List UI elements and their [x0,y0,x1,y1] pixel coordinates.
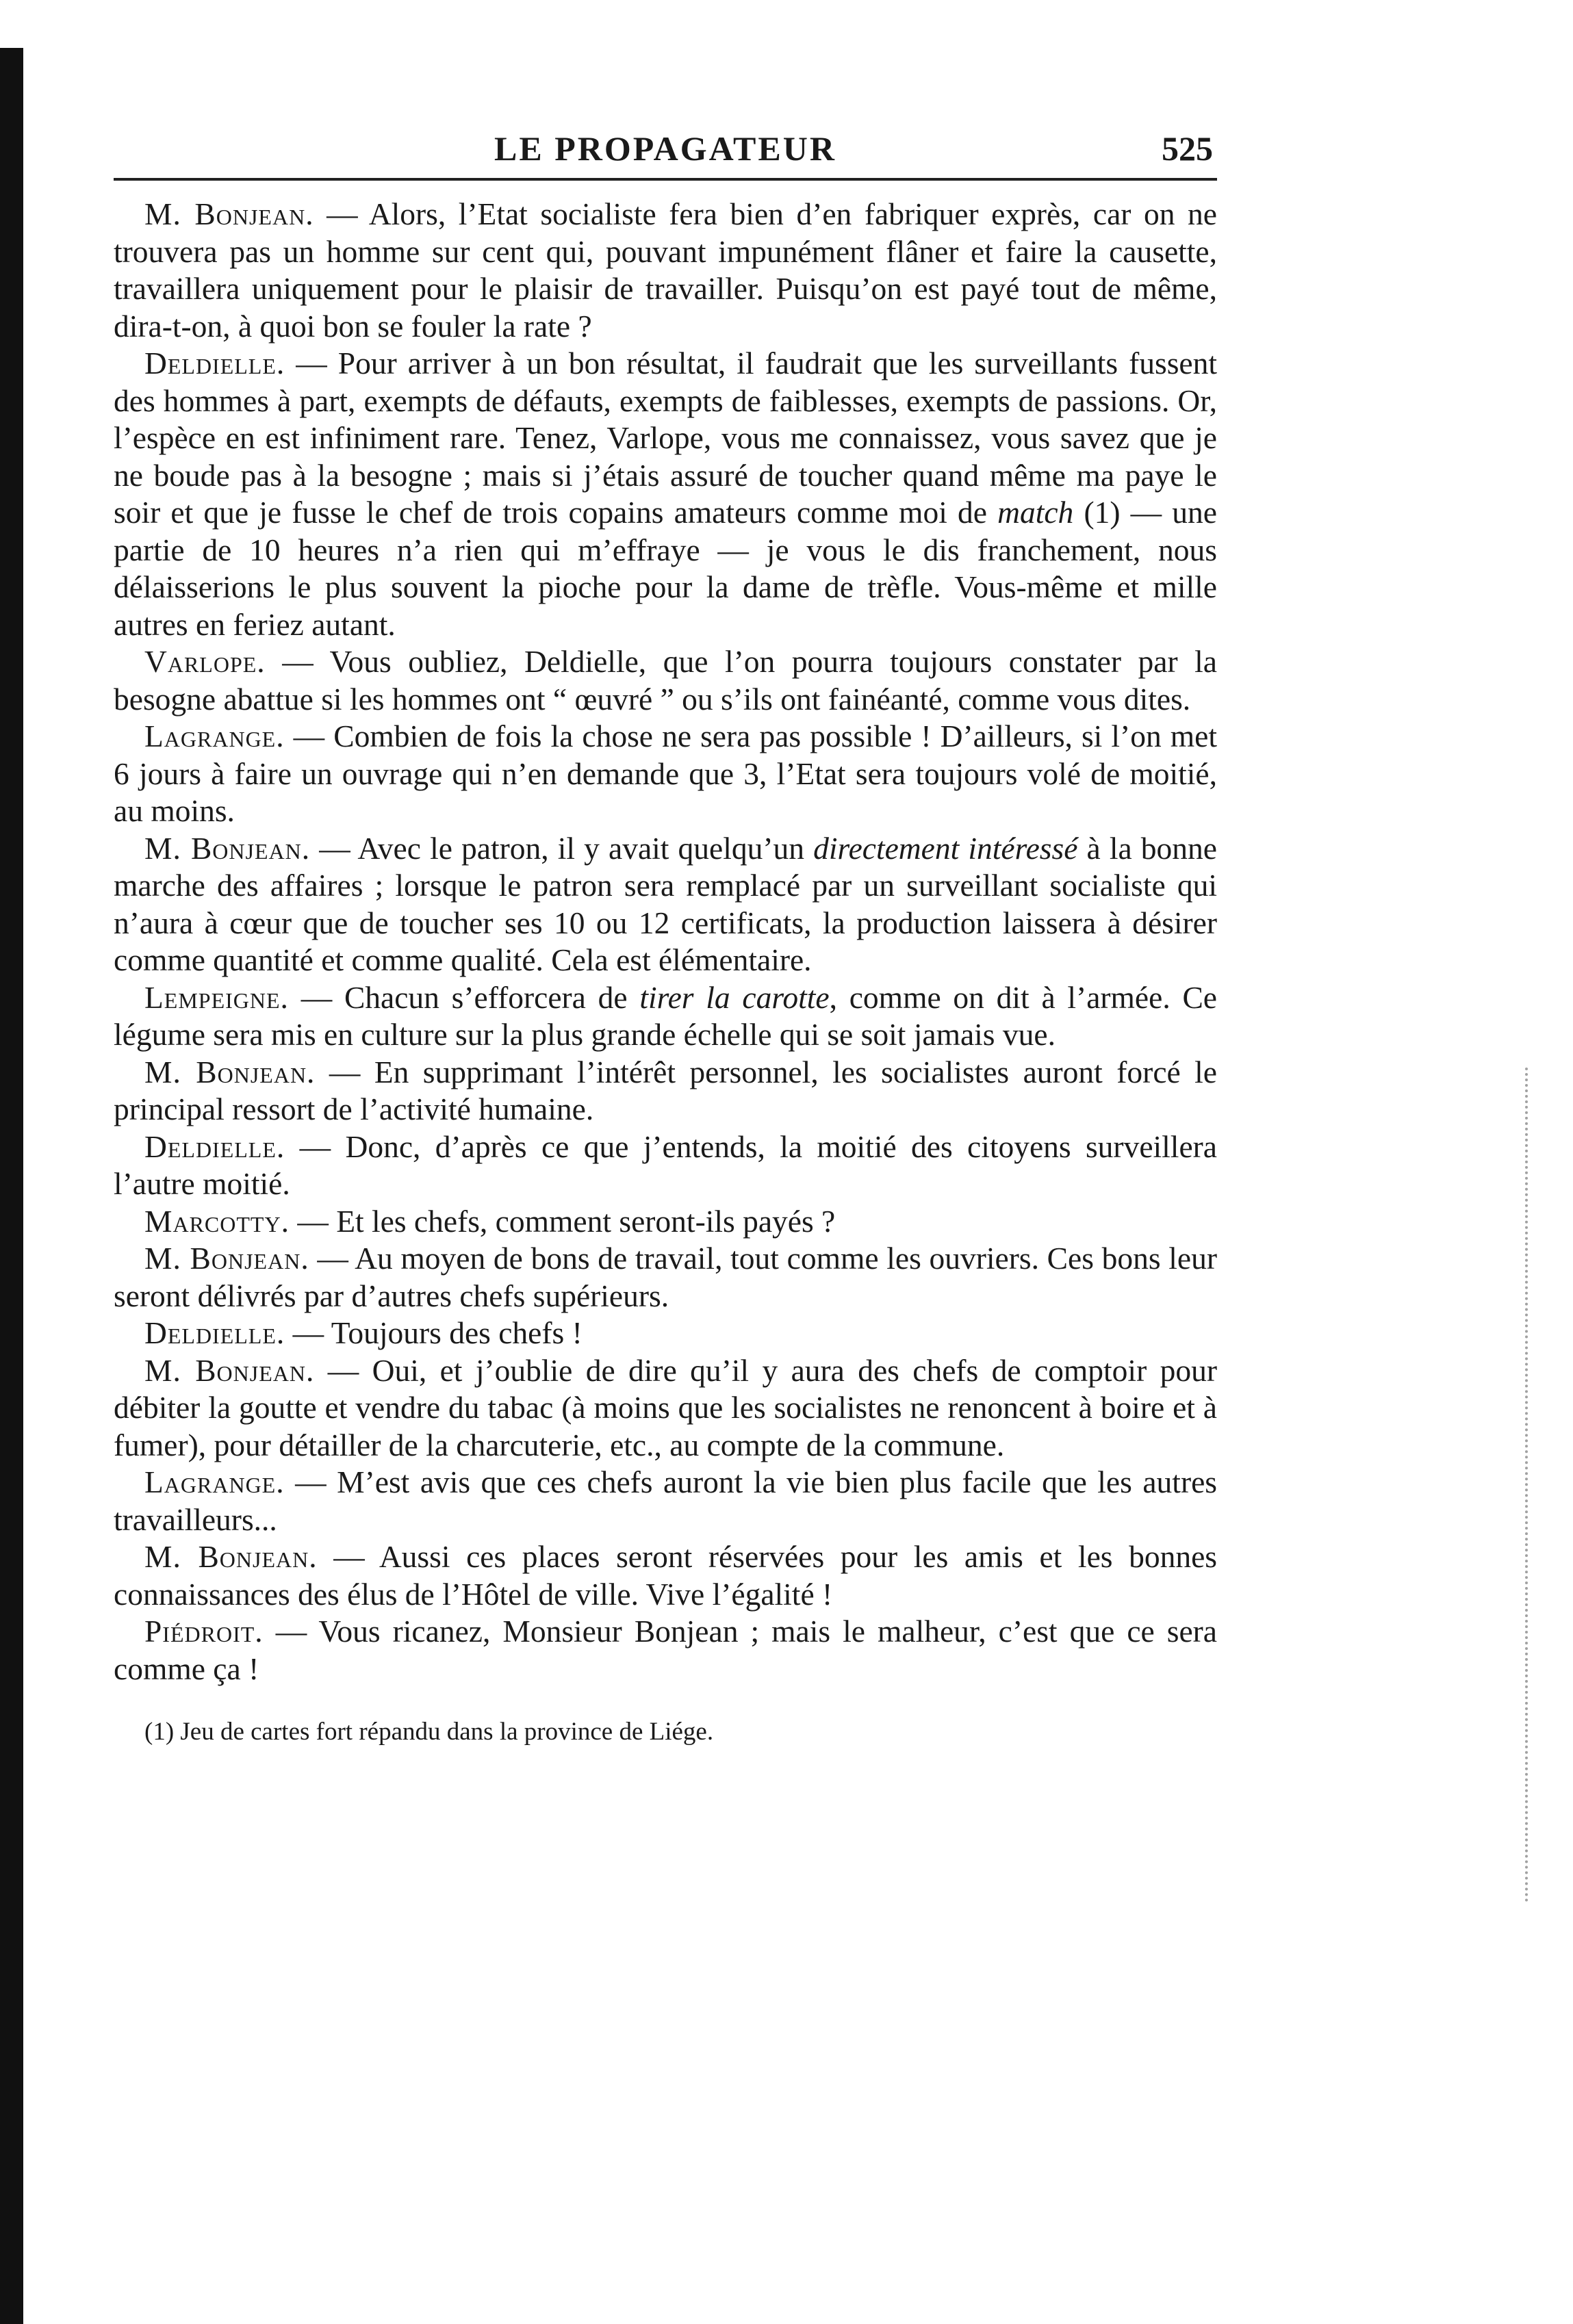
speech-text: — Oui, et j’oublie de dire qu’il y aura des chefs de comptoir pour débiter la goutte et vendre du tabac (à moins que les socialistes ne renoncent à boire et à fumer), pour détailler de la charcuterie, etc., au compte de la commune. [114,1352,1217,1462]
running-head [114,109,1217,171]
book-page [114,109,1217,1748]
speaker-name: Deldielle. [144,346,285,380]
speaker-name: M. Bonjean. [144,1054,316,1089]
speech-text: — Vous ricanez, Monsieur Bonjean ; mais le malheur, c’est que ce sera comme ça ! [114,1614,1217,1686]
emphasis-text: tirer la carotte [639,979,830,1015]
speech-text: — Chacun s’efforcera de [288,979,640,1015]
page-binding-shadow [0,48,23,2324]
scan-speckle [1525,1068,1531,1902]
dialogue-paragraph [114,718,1217,830]
speech-text: — Au moyen de bons de travail, tout comme les ouvriers. Ces bons leur seront délivrés par d’autres chefs supérieurs. [114,1241,1217,1313]
speech-text: — Et les chefs, comment seront-ils payés ? [289,1203,836,1239]
speech-text: — Combien de fois la chose ne sera pas possible ! D’ailleurs, si l’on met 6 jours à faire un ouvrage qui n’en demande que 3, l’Etat sera toujours volé de moitié, au moins. [114,719,1217,828]
speech-text: — Donc, d’après ce que j’entends, la moitié des citoyens surveillera l’autre moitié. [114,1128,1217,1201]
speech-text: — Avec le patron, il y avait quelqu’un [310,830,814,866]
speaker-name: M. Bonjean. [144,830,311,866]
speaker-name: M. Bonjean. [144,196,314,231]
dialogue-text [114,196,1217,1688]
speaker-name: Varlope. [144,644,266,679]
dialogue-paragraph [114,1315,1217,1352]
dialogue-paragraph [114,643,1217,718]
speech-text: — Vous oubliez, Deldielle, que l’on pourra toujours constater par la besogne abattue si les hommes ont “ œuvré ” ou s’ils ont fainéanté, comme vous dites. [114,644,1217,716]
speech-text: (1) — une partie de 10 heures n’a rien qui m’effraye — je vous le dis franchement, nous délaisserions le plus souvent la pioche pour la dame de trèfle. Vous-même et mille autres en feriez autant. [114,495,1218,642]
dialogue-paragraph [114,1203,1217,1241]
dialogue-paragraph [114,1352,1217,1464]
speech-text: — En supprimant l’intérêt personnel, les socialistes auront forcé le principal ressort de l’activité humaine. [114,1054,1217,1126]
dialogue-paragraph [114,345,1217,643]
footnote: (1) Jeu de cartes fort répandu dans la province de Liége. [144,1718,714,1746]
speaker-name: Marcotty. [144,1203,290,1239]
dialogue-paragraph [114,830,1217,979]
dialogue-paragraph [114,196,1217,345]
speech-text: — Alors, l’Etat socialiste fera bien d’en fabriquer exprès, car on ne trouvera pas un homme sur cent qui, pouvant impunément flâner et faire la causette, travaillera uniquement pour le plaisir de travailler. Puisqu’on est payé tout de même, dira-t-on, à quoi bon se fouler la rate ? [114,196,1218,344]
speaker-name: Deldielle. [144,1315,285,1350]
dialogue-paragraph [114,1128,1217,1203]
running-title: LE PROPAGATEUR [494,129,836,168]
dialogue-paragraph [114,1054,1217,1128]
speaker-name: Deldielle. [144,1128,285,1164]
speech-text: — Aussi ces places seront réservées pour les amis et les bonnes connaissances des élus de l’Hôtel de ville. Vive l’égalité ! [114,1539,1217,1612]
speech-text: — Pour arriver à un bon résultat, il faudrait que les surveillants fussent des hommes à part, exempts de défauts, exempts de faiblesses, exempts de passions. Or, l’espèce en est infiniment rare. Tenez, Varlope, vous me connaissez, vous savez que je ne boude pas à la besogne ; mais si j’étais assuré de toucher quand même ma paye le soir et que je fusse le chef de trois copains amateurs comme moi de [114,346,1217,530]
speaker-name: M. Bonjean. [144,1241,309,1276]
emphasis-text: match [997,495,1074,530]
dialogue-paragraph [114,979,1217,1054]
speech-text: à la bonne marche des affaires ; lorsque le patron sera remplacé par un surveillant socialiste qui n’aura à cœur que de toucher ses 10 ou 12 certificats, la production laissera à désirer comme quantité et comme qualité. Cela est élémentaire. [114,830,1217,977]
speaker-name: M. Bonjean. [144,1539,318,1574]
dialogue-paragraph [114,1240,1217,1315]
speech-text: — Toujours des chefs ! [285,1315,583,1350]
speech-text: , comme on dit à l’armée. Ce légume sera mis en culture sur la plus grande échelle qui se soit jamais vue. [114,979,1217,1052]
dialogue-paragraph [114,1613,1217,1688]
dialogue-paragraph [114,1538,1217,1613]
speaker-name: Lagrange. [144,1464,285,1499]
speech-text: — M’est avis que ces chefs auront la vie bien plus facile que les autres travailleurs... [114,1464,1217,1537]
emphasis-text: directement intéressé [813,830,1078,866]
speaker-name: M. Bonjean. [144,1352,315,1388]
speaker-name: Piédroit. [144,1614,264,1649]
header-rule [114,178,1217,181]
dialogue-paragraph [114,1464,1217,1538]
speaker-name: Lempeigne. [144,979,289,1015]
speaker-name: Lagrange. [144,719,285,753]
page-number: 525 [1162,129,1213,168]
